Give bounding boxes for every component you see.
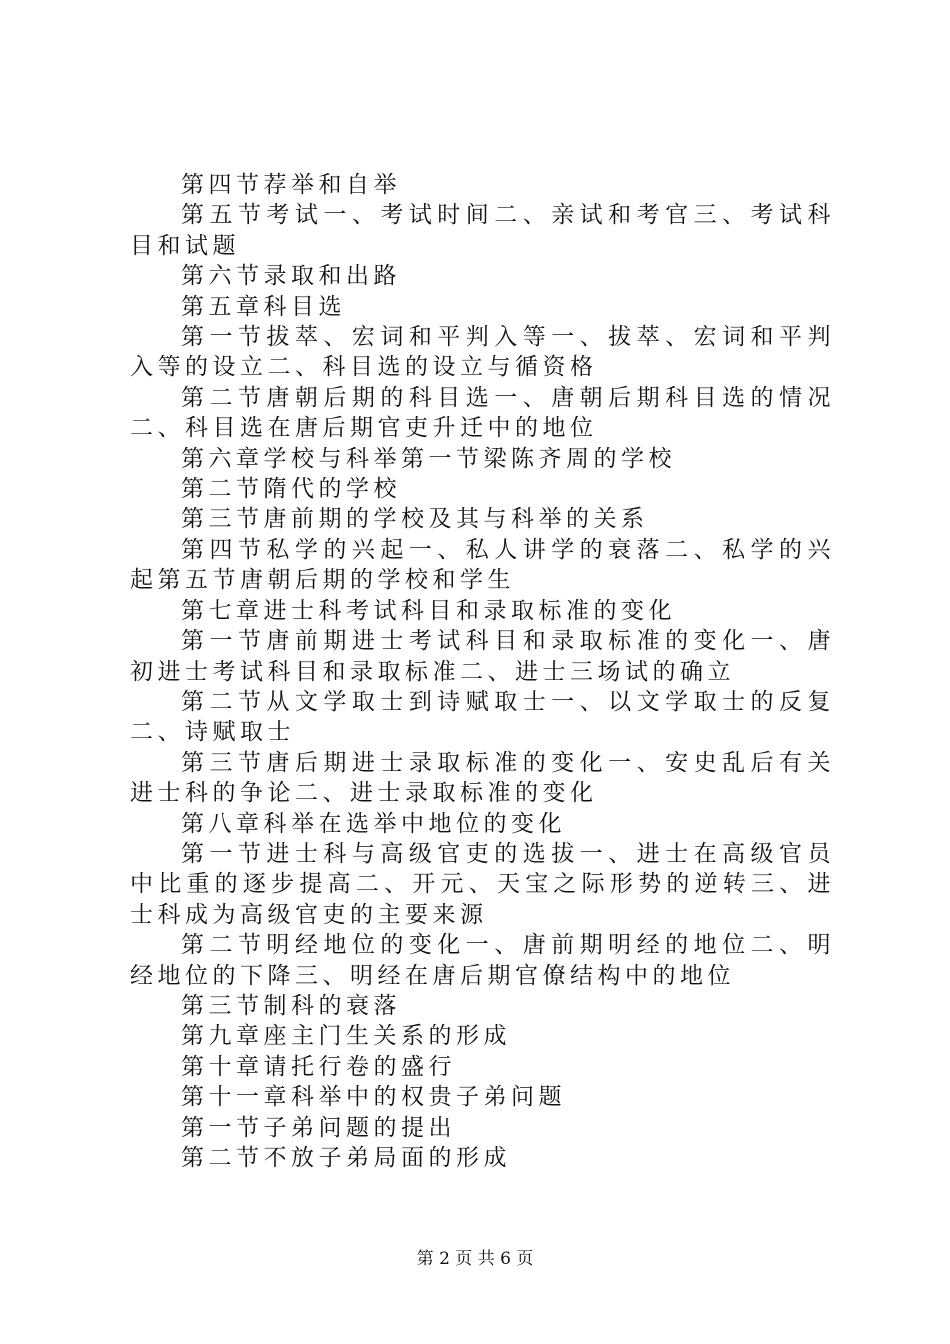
paragraph: 第六节录取和出路 bbox=[181, 263, 401, 290]
paragraph: 第二节明经地位的变化一、唐前期明经的地位二、明经地位的下降三、明经在唐后期官僚结构中的地位 bbox=[130, 932, 835, 989]
paragraph: 第六章学校与科举第一节梁陈齐周的学校 bbox=[181, 445, 676, 472]
paragraph: 第十章请托行卷的盛行 bbox=[181, 1053, 456, 1080]
paragraph: 第四节荐举和自举 bbox=[181, 172, 401, 198]
paragraph: 第五节考试一、考试时间二、亲试和考官三、考试科目和试题 bbox=[130, 202, 835, 259]
paragraph: 第四节私学的兴起一、私人讲学的衰落二、私学的兴起第五节唐朝后期的学校和学生 bbox=[130, 536, 835, 594]
paragraph: 第二节不放子弟局面的形成 bbox=[181, 1145, 511, 1171]
paragraph: 第十一章科举中的权贵子弟问题 bbox=[181, 1084, 566, 1111]
document-body bbox=[130, 170, 835, 1173]
paragraph: 第一节子弟问题的提出 bbox=[181, 1114, 456, 1141]
paragraph: 第三节唐前期的学校及其与科举的关系 bbox=[181, 506, 649, 533]
paragraph: 第一节进士科与高级官吏的选拔一、进士在高级官员中比重的逐步提高二、开元、天宝之际形势的逆转三、进士科成为高级官吏的主要来源 bbox=[130, 840, 835, 928]
paragraph: 第九章座主门生关系的形成 bbox=[181, 1023, 511, 1050]
paragraph: 第二节隋代的学校 bbox=[181, 476, 401, 503]
paragraph: 第一节拔萃、宏词和平判入等一、拔萃、宏词和平判入等的设立二、科目选的设立与循资格 bbox=[130, 324, 835, 381]
paragraph: 第二节从文学取士到诗赋取士一、以文学取士的反复二、诗赋取士 bbox=[130, 688, 835, 746]
paragraph: 第七章进士科考试科目和录取标准的变化 bbox=[181, 597, 676, 624]
paragraph: 第八章科举在选举中地位的变化 bbox=[181, 810, 566, 837]
paragraph: 第三节制科的衰落 bbox=[181, 992, 401, 1019]
paragraph: 第五章科目选 bbox=[181, 293, 346, 320]
paragraph: 第二节唐朝后期的科目选一、唐朝后期科目选的情况二、科目选在唐后期官吏升迁中的地位 bbox=[130, 384, 835, 442]
paragraph: 第三节唐后期进士录取标准的变化一、安史乱后有关进士科的争论二、进士录取标准的变化 bbox=[130, 749, 835, 807]
paragraph: 第一节唐前期进士考试科目和录取标准的变化一、唐初进士考试科目和录取标准二、进士三场试的确立 bbox=[130, 628, 835, 685]
page-number-footer: 第 2 页 共 6 页 bbox=[416, 1249, 534, 1269]
